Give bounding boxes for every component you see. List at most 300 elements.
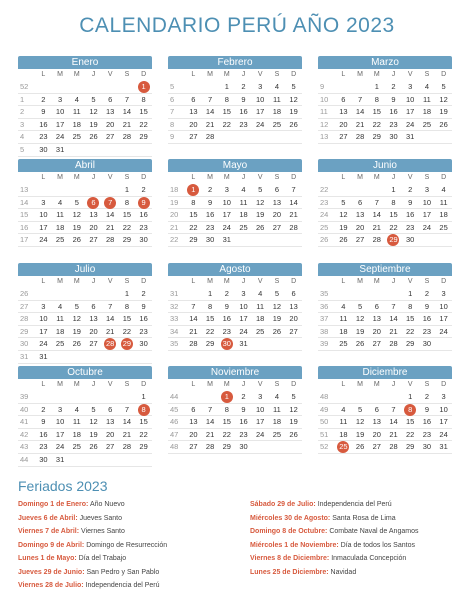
day-cell: 23 [205,222,215,232]
empty-day [235,131,252,143]
week-number: 5 [170,82,175,91]
day-cell: 26 [256,222,265,232]
day-cell: 12 [72,210,81,220]
empty-day [335,81,352,93]
empty-day [185,81,202,93]
day-cell: 15 [122,314,132,324]
day-cell: 4 [58,197,63,207]
day-cell: 2 [141,185,146,194]
day-cell: 6 [108,94,113,104]
day-cell: 11 [423,94,431,104]
day-cell: 31 [39,351,48,361]
day-cell: 16 [39,429,48,439]
weekday-label: J [391,71,396,78]
week-number: 38 [320,326,329,336]
day-number: 29 [389,235,398,245]
feriado-date: Miércoles 30 de Agosto: [250,514,331,522]
day-cell: 7 [374,197,379,207]
empty-day [52,81,69,93]
day-cell: 21 [389,326,398,336]
day-cell: 16 [139,314,148,324]
week-row [318,94,452,107]
week-row [318,209,452,222]
week-number: 41 [20,417,29,427]
day-cell: 6 [341,94,346,104]
day-cell: 25 [256,326,265,336]
week-number-header [318,172,335,184]
week-row [168,416,302,429]
week-row [168,197,302,210]
day-cell: 9 [224,301,229,311]
day-cell: 22 [139,429,148,439]
day-cell: 17 [406,107,415,117]
empty-day [368,288,385,300]
day-cell: 28 [189,339,198,349]
week-number: 26 [20,289,29,298]
weekday-label: S [124,381,130,388]
day-cell: 29 [139,132,148,142]
empty-day [435,131,452,143]
day-cell: 2 [408,185,413,194]
feriado-name: Viernes Santo [79,528,125,535]
day-number: 8 [141,404,146,414]
weekday-label: J [241,278,246,285]
empty-day [285,131,302,143]
empty-day [269,131,286,143]
week-number: 22 [320,185,329,194]
day-cell: 24 [55,132,65,142]
day-cell: 12 [256,197,265,207]
day-cell: 2 [391,82,396,91]
day-cell: 18 [72,119,81,129]
empty-day [85,288,102,300]
week-number: 25 [320,222,329,232]
week-row [318,197,452,210]
day-cell: 16 [205,210,215,220]
day-cell: 27 [372,339,381,349]
weekday-label: M [373,381,380,388]
day-cell: 17 [439,314,448,324]
feriado-date: Viernes 7 de Abril: [18,528,80,535]
day-cell: 9 [208,197,213,207]
day-cell: 8 [141,94,146,104]
day-cell: 4 [341,301,346,311]
week-number: 1 [20,94,25,104]
week-number: 9 [170,132,175,142]
week-number: 23 [320,197,329,207]
day-cell: 11 [339,314,348,324]
week-number: 46 [170,417,179,427]
day-cell: 24 [222,222,231,232]
week-number-header [18,69,35,81]
day-cell: 1 [408,392,413,401]
week-number: 48 [320,392,329,401]
weekday-label: L [341,381,346,388]
holiday-day [185,184,202,196]
day-number: 1 [191,185,196,194]
feriado-item [250,552,470,566]
empty-day [185,391,202,403]
week-row [318,338,452,351]
weekday-label: M [373,174,380,181]
day-cell: 30 [39,454,48,464]
day-cell: 21 [122,119,132,129]
day-cell: 13 [106,417,115,427]
week-number: 31 [170,289,179,298]
empty-day [102,144,119,156]
day-cell: 13 [372,314,381,324]
feriado-date: Miércoles 1 de Noviembre: [250,541,339,549]
day-cell: 5 [274,289,279,298]
week-number: 31 [20,351,29,361]
week-row [18,131,152,144]
week-row [168,81,302,94]
day-cell: 11 [273,94,281,104]
week-number-header [18,172,35,184]
week-row [318,301,452,314]
weekday-label: S [274,278,280,285]
week-row [318,416,452,429]
day-cell: 14 [122,417,132,427]
day-cell: 27 [89,235,98,245]
day-cell: 22 [406,326,415,336]
day-cell: 25 [272,429,282,439]
day-cell: 22 [122,326,132,336]
week-number: 39 [20,392,29,401]
day-cell: 23 [39,442,48,452]
day-cell: 14 [289,197,298,207]
weekday-label: D [441,174,447,181]
feriado-date: Lunes 1 de Mayo: [18,555,77,562]
day-cell: 22 [389,222,398,232]
day-cell: 15 [372,107,381,117]
feriados-list-left [18,498,238,593]
day-cell: 15 [122,210,132,220]
weekday-label: D [291,381,297,388]
weekday-label: M [223,174,230,181]
day-cell: 29 [189,235,198,245]
holiday-day [135,197,152,209]
weekday-label: M [73,174,80,181]
day-cell: 18 [239,210,248,220]
day-cell: 16 [39,119,48,129]
day-cell: 31 [239,339,248,349]
day-cell: 28 [122,132,132,142]
week-number-header [168,379,185,391]
empty-day [68,288,85,300]
week-row [168,429,302,442]
day-cell: 10 [239,301,248,311]
weekday-label: L [191,381,196,388]
day-cell: 20 [289,314,298,324]
day-cell: 6 [191,94,196,104]
empty-day [352,81,369,93]
week-number: 35 [170,339,179,349]
week-number: 19 [170,197,179,207]
weekday-label: J [241,174,246,181]
day-cell: 25 [339,339,348,349]
week-number-header [318,379,335,391]
weekday-label: M [57,381,63,388]
empty-day [52,184,69,196]
day-cell: 21 [205,119,215,129]
feriado-item [250,539,470,553]
day-cell: 8 [124,197,129,207]
day-cell: 17 [39,222,48,232]
day-cell: 15 [139,107,148,117]
empty-day [368,391,385,403]
feriado-item [18,539,238,553]
day-cell: 16 [389,107,398,117]
day-cell: 10 [39,210,48,220]
week-number: 10 [320,94,329,104]
day-cell: 25 [72,442,81,452]
feriado-name: Año Nuevo [88,501,125,508]
weekday-label: S [274,174,280,181]
day-cell: 18 [439,210,448,220]
day-cell: 15 [389,210,398,220]
week-row [318,184,452,197]
day-cell: 17 [39,326,48,336]
day-cell: 8 [408,301,413,311]
day-cell: 6 [374,301,379,311]
feriado-name: Independencia del Perú [315,501,392,508]
day-cell: 27 [272,222,282,232]
day-cell: 20 [189,429,198,439]
month-name: Junio [318,159,452,172]
week-number: 50 [320,417,329,427]
feriados-list-right [250,498,470,579]
feriado-date: Viernes 28 de Julio: [18,582,84,589]
weekday-label: S [424,174,430,181]
day-cell: 6 [108,404,113,414]
empty-day [85,184,102,196]
week-number: 22 [170,235,179,245]
empty-day [52,351,69,363]
feriado-item [18,498,238,512]
empty-day [335,288,352,300]
weekday-header [168,172,302,184]
day-cell: 26 [339,235,348,245]
week-number: 9 [320,82,325,91]
empty-day [68,454,85,466]
day-cell: 4 [58,301,63,311]
day-cell: 20 [339,119,348,129]
day-cell: 16 [222,314,231,324]
day-cell: 3 [41,301,46,311]
day-cell: 13 [272,197,282,207]
empty-day [385,288,402,300]
day-cell: 29 [222,442,231,452]
day-cell: 1 [408,289,413,298]
day-cell: 28 [205,132,215,142]
weekday-label: D [141,381,147,388]
day-cell: 4 [258,289,263,298]
day-cell: 27 [289,326,298,336]
day-cell: 1 [374,82,379,91]
empty-day [335,184,352,196]
day-cell: 14 [372,210,381,220]
day-cell: 6 [191,404,196,414]
empty-day [285,234,302,246]
weekday-label: J [391,174,396,181]
empty-day [252,131,269,143]
week-number: 30 [20,339,29,349]
feriado-name: Navidad [328,568,357,576]
day-cell: 2 [241,82,246,91]
day-cell: 22 [205,326,215,336]
week-row [318,288,452,301]
month-name: Enero [18,56,152,69]
weekday-label: L [191,278,196,285]
day-cell: 20 [189,119,198,129]
day-cell: 20 [272,210,282,220]
day-cell: 22 [406,429,415,439]
day-cell: 30 [39,144,48,154]
day-cell: 4 [274,82,279,91]
week-row [318,404,452,417]
day-cell: 27 [339,132,348,142]
feriado-item [18,579,238,593]
weekday-label: D [291,278,297,285]
day-cell: 16 [239,417,248,427]
day-cell: 25 [272,119,282,129]
day-cell: 21 [289,210,298,220]
week-row [168,234,302,247]
day-cell: 25 [55,235,65,245]
day-cell: 26 [89,132,98,142]
week-number-header [18,276,35,288]
week-number: 42 [20,429,29,439]
weekday-label: V [107,174,113,181]
empty-day [68,144,85,156]
weekday-label: J [241,71,246,78]
day-cell: 7 [291,185,296,194]
day-cell: 3 [41,197,46,207]
day-number: 6 [91,197,96,207]
month-name: Octubre [18,366,152,379]
feriado-name: Inmaculada Concepción [329,555,407,562]
feriado-item [250,512,470,526]
day-cell: 12 [339,210,348,220]
day-cell: 8 [224,94,229,104]
month-diciembre [318,366,452,454]
empty-day [85,391,102,403]
feriado-name: Independencia del Perú [83,582,160,589]
day-cell: 8 [391,197,396,207]
day-cell: 24 [39,339,48,349]
day-cell: 7 [391,301,396,311]
week-number: 48 [170,442,179,452]
weekday-label: M [57,278,63,285]
day-cell: 4 [74,404,79,414]
day-cell: 17 [256,417,265,427]
empty-day [252,338,269,350]
day-cell: 29 [205,339,215,349]
day-cell: 29 [406,339,415,349]
day-cell: 10 [256,404,265,414]
empty-day [419,131,436,143]
day-cell: 21 [205,429,215,439]
day-cell: 19 [272,314,282,324]
day-cell: 25 [239,222,248,232]
feriado-name: Jueves Santo [77,514,123,522]
day-cell: 27 [106,132,115,142]
day-cell: 3 [58,404,63,414]
weekday-label: M [73,278,80,285]
day-cell: 19 [339,222,348,232]
day-cell: 17 [422,210,432,220]
empty-day [68,81,85,93]
day-cell: 15 [406,417,415,427]
weekday-label: J [91,174,96,181]
weekday-label: V [257,71,263,78]
day-cell: 2 [208,185,213,194]
day-cell: 30 [239,442,248,452]
day-cell: 23 [139,222,148,232]
day-cell: 9 [424,301,429,311]
feriados-title: Feriados 2023 [18,478,108,494]
day-number: 9 [141,197,146,207]
weekday-label: D [441,381,447,388]
day-cell: 24 [422,222,432,232]
day-cell: 23 [39,132,48,142]
feriado-date: Jueves 6 de Abril: [18,514,78,522]
month-noviembre [168,366,302,454]
day-cell: 22 [139,119,148,129]
weekday-label: J [91,278,96,285]
day-cell: 26 [289,119,298,129]
week-row [18,429,152,442]
weekday-header [18,276,152,288]
week-number: 51 [320,429,329,439]
week-row [18,391,152,404]
day-cell: 8 [191,197,196,207]
week-row [18,81,152,94]
day-cell: 1 [141,392,146,401]
month-name: Julio [18,263,152,276]
day-cell: 27 [355,235,365,245]
week-number: 17 [20,235,29,245]
day-cell: 4 [441,185,446,194]
week-row [318,429,452,442]
empty-day [119,81,136,93]
day-cell: 5 [358,301,363,311]
day-cell: 8 [208,301,213,311]
day-cell: 18 [55,222,65,232]
day-cell: 7 [358,94,363,104]
week-number: 34 [170,326,179,336]
week-row [18,288,152,301]
empty-day [35,184,52,196]
empty-day [269,441,286,453]
empty-day [52,391,69,403]
day-cell: 14 [122,107,132,117]
day-cell: 26 [355,442,365,452]
week-row [168,288,302,301]
weekday-label: S [274,71,280,78]
empty-day [285,338,302,350]
weekday-label: M [57,71,63,78]
feriado-date: Domingo 9 de Abril: [18,541,85,549]
day-cell: 10 [256,94,265,104]
day-cell: 20 [355,222,365,232]
day-number: 28 [106,339,115,349]
month-name: Mayo [168,159,302,172]
week-number: 39 [320,339,329,349]
day-cell: 10 [422,197,432,207]
week-number: 29 [20,326,29,336]
